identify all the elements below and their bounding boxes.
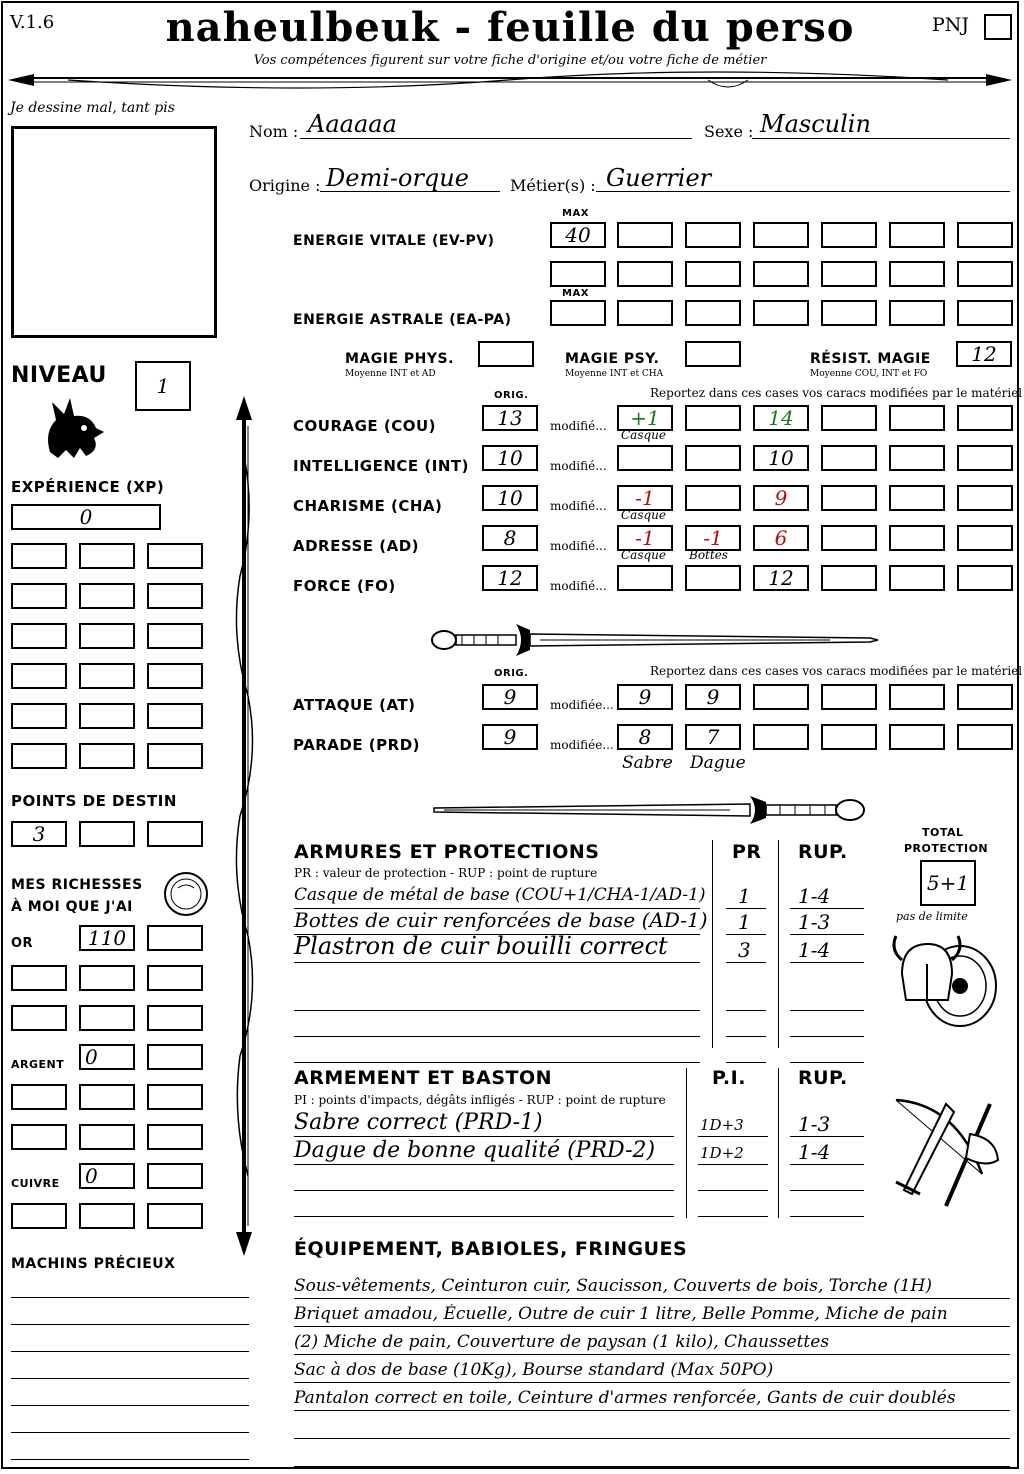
carac-mod-box[interactable] xyxy=(685,565,741,591)
metier-value[interactable]: Guerrier xyxy=(606,164,712,192)
precieux-line[interactable] xyxy=(11,1432,249,1433)
portrait-caption: Je dessine mal, tant pis xyxy=(10,100,175,116)
combat-label: PARADE (PRD) xyxy=(293,736,421,754)
resist-magie-sub: Moyenne COU, INT et FO xyxy=(810,369,928,379)
precieux-line[interactable] xyxy=(11,1405,249,1406)
resist-magie-label: RÉSIST. MAGIE xyxy=(810,351,931,367)
cuivre-cell[interactable] xyxy=(79,1203,135,1229)
or-cell[interactable] xyxy=(79,965,135,991)
combat-note: Reportez dans ces cases vos caracs modifiées par le matériel xyxy=(650,664,1023,678)
combat-modifie-label: modifiée... xyxy=(550,738,614,752)
armement-sub: PI : points d'impacts, dégâts infligés - RUP : point de rupture xyxy=(294,1093,666,1107)
armure-pr-line xyxy=(726,908,766,909)
ev-box[interactable] xyxy=(957,222,1013,248)
armure-pr-line xyxy=(726,1062,766,1063)
total-label-2: PROTECTION xyxy=(904,842,989,855)
xp-cell[interactable] xyxy=(11,583,67,609)
armure-name[interactable]: Bottes de cuir renforcées de base (AD-1) xyxy=(294,908,708,932)
ea-max-label: MAX xyxy=(562,288,589,299)
combat-orig-box[interactable]: 9 xyxy=(482,724,538,750)
equipement-line xyxy=(294,1354,1010,1355)
carac-mod-box[interactable] xyxy=(957,565,1013,591)
armure-rup-line xyxy=(790,934,864,935)
ev-box[interactable] xyxy=(957,261,1013,287)
xp-cell[interactable] xyxy=(79,623,135,649)
xp-cell[interactable] xyxy=(11,703,67,729)
carac-orig-box[interactable]: 13 xyxy=(482,405,538,431)
equipement-item[interactable]: Pantalon correct en toile, Ceinture d'armes renforcée, Gants de cuir doublés xyxy=(294,1388,956,1408)
xp-cell[interactable] xyxy=(79,663,135,689)
armement-pi-head: P.I. xyxy=(712,1067,746,1089)
combat-mod-box[interactable]: 8 xyxy=(617,724,673,750)
sword-icon-2 xyxy=(430,790,880,830)
cuivre-cell[interactable] xyxy=(147,1163,203,1189)
or-cell[interactable] xyxy=(147,1005,203,1031)
armure-rup[interactable]: 1-4 xyxy=(798,938,831,962)
armures-pr-head: PR xyxy=(732,841,762,863)
carac-label: COURAGE (COU) xyxy=(293,417,437,435)
equipement-line xyxy=(294,1298,1010,1299)
or-cell[interactable] xyxy=(79,1005,135,1031)
armures-sub: PR : valeur de protection - RUP : point de rupture xyxy=(294,866,598,880)
carac-label: INTELLIGENCE (INT) xyxy=(293,457,469,475)
arme-pi[interactable]: 1D+3 xyxy=(700,1116,744,1134)
equipement-item[interactable]: (2) Miche de pain, Couverture de paysan (1 kilo), Chaussettes xyxy=(294,1332,830,1352)
carac-mod-box[interactable] xyxy=(889,445,945,471)
carac-orig-box[interactable]: 12 xyxy=(482,565,538,591)
ea-box[interactable] xyxy=(889,300,945,326)
carac-mod-box[interactable] xyxy=(617,565,673,591)
arme-line xyxy=(294,1216,674,1217)
combat-mod-box[interactable] xyxy=(957,724,1013,750)
or-box[interactable]: 110 xyxy=(79,925,135,951)
argent-cell[interactable] xyxy=(11,1124,67,1150)
ev-box[interactable] xyxy=(685,261,741,287)
carac-mod-box[interactable] xyxy=(821,565,877,591)
origine-value[interactable]: Demi-orque xyxy=(326,164,469,192)
combat-orig-box[interactable]: 9 xyxy=(482,684,538,710)
nom-label: Nom : xyxy=(249,122,299,141)
carac-orig-box[interactable]: 8 xyxy=(482,525,538,551)
ev-box[interactable] xyxy=(550,261,606,287)
equipement-line xyxy=(294,1438,1010,1439)
destin-box-3[interactable] xyxy=(147,821,203,847)
carac-modifie-label: modifié... xyxy=(550,539,607,553)
carac-orig-box[interactable]: 10 xyxy=(482,485,538,511)
carac-orig-box[interactable]: 10 xyxy=(482,445,538,471)
xp-cell[interactable] xyxy=(147,743,203,769)
carac-mod-box[interactable]: -1 xyxy=(685,525,741,551)
armure-rup-line xyxy=(790,908,864,909)
combat-mod-box[interactable]: 9 xyxy=(617,684,673,710)
arme-line xyxy=(294,1136,674,1137)
xp-cell[interactable] xyxy=(147,623,203,649)
xp-label: EXPÉRIENCE (XP) xyxy=(11,478,165,496)
weapon-note-2: Dague xyxy=(690,753,746,773)
carac-mod-box[interactable] xyxy=(685,485,741,511)
arme-pi-line xyxy=(698,1190,768,1191)
carac-mod-box[interactable] xyxy=(821,485,877,511)
sword-icon xyxy=(430,620,880,660)
carac-mod-box[interactable] xyxy=(821,445,877,471)
ea-box[interactable] xyxy=(617,300,673,326)
argent-cell[interactable] xyxy=(147,1124,203,1150)
ev-box[interactable] xyxy=(889,222,945,248)
armure-line xyxy=(294,1036,700,1037)
arme-line xyxy=(294,1190,674,1191)
combat-mod-box[interactable] xyxy=(821,724,877,750)
arme-rup[interactable]: 1-3 xyxy=(798,1112,831,1136)
xp-cell[interactable] xyxy=(147,703,203,729)
precieux-line[interactable] xyxy=(11,1351,249,1352)
ev-box[interactable] xyxy=(617,222,673,248)
pnj-label: PNJ xyxy=(932,14,970,36)
or-cell[interactable] xyxy=(11,1005,67,1031)
carac-mod-box[interactable]: 14 xyxy=(753,405,809,431)
xp-box[interactable]: 0 xyxy=(11,504,161,530)
argent-cell[interactable] xyxy=(11,1084,67,1110)
ea-box[interactable] xyxy=(753,300,809,326)
armure-pr-line xyxy=(726,962,766,963)
arme-rup-line xyxy=(790,1136,864,1137)
armure-pr-line xyxy=(726,1010,766,1011)
richesses-label-2: À MOI QUE J'AI xyxy=(11,899,133,915)
arme-pi-line xyxy=(698,1164,768,1165)
ea-label: ENERGIE ASTRALE (EA-PA) xyxy=(293,312,512,328)
portrait-box[interactable] xyxy=(11,126,217,338)
ev-label: ENERGIE VITALE (EV-PV) xyxy=(293,233,495,249)
armures-rup-head: RUP. xyxy=(798,841,848,863)
argent-cell[interactable] xyxy=(79,1084,135,1110)
carac-modifie-label: modifié... xyxy=(550,419,607,433)
xp-cell[interactable] xyxy=(11,623,67,649)
sexe-value[interactable]: Masculin xyxy=(760,110,871,138)
carac-modifie-label: modifié... xyxy=(550,459,607,473)
ea-box[interactable] xyxy=(957,300,1013,326)
combat-mod-box[interactable] xyxy=(889,724,945,750)
precieux-line[interactable] xyxy=(11,1297,249,1298)
combat-label: ATTAQUE (AT) xyxy=(293,696,416,714)
ev-box[interactable] xyxy=(685,222,741,248)
carac-mod-box[interactable]: +1 xyxy=(617,405,673,431)
xp-cell[interactable] xyxy=(79,543,135,569)
metier-label: Métier(s) : xyxy=(510,176,596,195)
argent-cell[interactable] xyxy=(147,1084,203,1110)
xp-cell[interactable] xyxy=(79,583,135,609)
armure-line xyxy=(294,1010,700,1011)
equipement-title: ÉQUIPEMENT, BABIOLES, FRINGUES xyxy=(294,1238,688,1260)
or-cell[interactable] xyxy=(147,965,203,991)
xp-cell[interactable] xyxy=(147,583,203,609)
carac-mod-note: Casque xyxy=(621,508,667,522)
ea-max-box[interactable] xyxy=(550,300,606,326)
sheet-title: naheulbeuk - feuille du perso xyxy=(165,4,855,51)
precieux-line[interactable] xyxy=(11,1324,249,1325)
staff-icon xyxy=(226,396,262,1256)
precieux-label: MACHINS PRÉCIEUX xyxy=(11,1256,176,1272)
weapon-note-1: Sabre xyxy=(622,753,673,773)
equipement-line xyxy=(294,1466,1010,1467)
arme-line xyxy=(294,1164,674,1165)
carac-label: CHARISME (CHA) xyxy=(293,497,443,515)
destin-label: POINTS DE DESTIN xyxy=(11,792,177,810)
ev-max-label: MAX xyxy=(562,208,589,219)
precieux-line[interactable] xyxy=(11,1459,249,1460)
carac-mod-box[interactable]: -1 xyxy=(617,485,673,511)
pnj-checkbox[interactable] xyxy=(984,14,1012,40)
argent-label: ARGENT xyxy=(11,1058,65,1071)
ev-max-box[interactable]: 40 xyxy=(550,222,606,248)
coin-icon xyxy=(162,870,210,918)
or-cell[interactable] xyxy=(11,965,67,991)
combat-mod-box[interactable]: 9 xyxy=(685,684,741,710)
combat-orig-label: ORIG. xyxy=(494,668,529,679)
argent-box[interactable]: 0 xyxy=(79,1044,135,1070)
combat-mod-box[interactable] xyxy=(889,684,945,710)
armement-rup-head: RUP. xyxy=(798,1067,848,1089)
ev-box[interactable] xyxy=(821,261,877,287)
xp-cell[interactable] xyxy=(11,543,67,569)
ea-box[interactable] xyxy=(821,300,877,326)
carac-mod-note: Casque xyxy=(621,548,667,562)
armure-pr-line xyxy=(726,934,766,935)
xp-cell[interactable] xyxy=(11,743,67,769)
carac-mod-box[interactable] xyxy=(889,565,945,591)
cuivre-cell[interactable] xyxy=(11,1203,67,1229)
destin-box-2[interactable] xyxy=(79,821,135,847)
armure-rup-line xyxy=(790,1010,864,1011)
armure-rup[interactable]: 1-4 xyxy=(798,884,831,908)
carac-label: FORCE (FO) xyxy=(293,577,396,595)
arme-name[interactable]: Sabre correct (PRD-1) xyxy=(294,1110,543,1135)
armure-pr[interactable]: 1 xyxy=(738,910,751,934)
xp-cell[interactable] xyxy=(147,543,203,569)
carac-mod-box[interactable] xyxy=(889,525,945,551)
armure-pr[interactable]: 1 xyxy=(738,884,751,908)
origine-label: Origine : xyxy=(249,176,321,195)
ea-box[interactable] xyxy=(685,300,741,326)
ev-box[interactable] xyxy=(889,261,945,287)
carac-mod-box[interactable] xyxy=(957,405,1013,431)
carac-mod-box[interactable] xyxy=(821,525,877,551)
combat-mod-box[interactable]: 7 xyxy=(685,724,741,750)
caracs-note: Reportez dans ces cases vos caracs modifiées par le matériel xyxy=(650,386,1023,400)
carac-mod-box[interactable] xyxy=(957,445,1013,471)
combat-modifie-label: modifiée... xyxy=(550,698,614,712)
richesses-label-1: MES RICHESSES xyxy=(11,877,143,893)
armure-line xyxy=(294,1062,700,1063)
or-cell[interactable] xyxy=(147,925,203,951)
combat-mod-box[interactable] xyxy=(753,724,809,750)
xp-cell[interactable] xyxy=(147,663,203,689)
carac-mod-box[interactable] xyxy=(821,405,877,431)
carac-mod-box[interactable] xyxy=(617,445,673,471)
arme-pi[interactable]: 1D+2 xyxy=(700,1144,744,1162)
magie-phys-box[interactable] xyxy=(478,341,534,367)
ev-box[interactable] xyxy=(617,261,673,287)
ev-box[interactable] xyxy=(753,261,809,287)
carac-modifie-label: modifié... xyxy=(550,499,607,513)
magie-psy-label: MAGIE PSY. xyxy=(565,351,660,367)
magie-phys-sub: Moyenne INT et AD xyxy=(345,369,436,379)
combat-mod-box[interactable] xyxy=(957,684,1013,710)
cuivre-label: CUIVRE xyxy=(11,1177,60,1190)
arme-rup-line xyxy=(790,1216,864,1217)
total-limit: pas de limite xyxy=(896,910,968,923)
carac-label: ADRESSE (AD) xyxy=(293,537,420,555)
arme-rup-line xyxy=(790,1190,864,1191)
xp-cell[interactable] xyxy=(11,663,67,689)
armure-rup-line xyxy=(790,1062,864,1063)
ev-box[interactable] xyxy=(821,222,877,248)
destin-box-1[interactable]: 3 xyxy=(11,821,67,847)
carac-mod-box[interactable] xyxy=(685,445,741,471)
weapons-icon xyxy=(886,1094,1006,1214)
carac-mod-box[interactable] xyxy=(889,485,945,511)
arme-rup[interactable]: 1-4 xyxy=(798,1140,831,1164)
armure-name[interactable]: Plastron de cuir bouilli correct xyxy=(294,932,668,960)
armure-name[interactable]: Casque de métal de base (COU+1/CHA-1/AD-1) xyxy=(294,885,706,905)
carac-mod-box[interactable]: 6 xyxy=(753,525,809,551)
sheet-subtitle: Vos compétences figurent sur votre fiche d'origine et/ou votre fiche de métier xyxy=(253,53,767,68)
armure-pr[interactable]: 3 xyxy=(738,938,751,962)
xp-cell[interactable] xyxy=(79,703,135,729)
argent-cell[interactable] xyxy=(79,1124,135,1150)
armure-rup-line xyxy=(790,962,864,963)
equipement-line xyxy=(294,1382,1010,1383)
magie-psy-sub: Moyenne INT et CHA xyxy=(565,369,664,379)
carac-mod-box[interactable]: -1 xyxy=(617,525,673,551)
helmet-shield-icon xyxy=(888,930,1000,1030)
sexe-label: Sexe : xyxy=(704,122,754,141)
combat-mod-box[interactable] xyxy=(821,684,877,710)
combat-mod-box[interactable] xyxy=(753,684,809,710)
arme-pi-line xyxy=(698,1216,768,1217)
xp-cell[interactable] xyxy=(79,743,135,769)
spear-divider-icon xyxy=(8,66,1012,96)
carac-mod-box[interactable] xyxy=(889,405,945,431)
equipement-line xyxy=(294,1326,1010,1327)
argent-cell[interactable] xyxy=(147,1044,203,1070)
cuivre-cell[interactable] xyxy=(147,1203,203,1229)
niveau-box[interactable]: 1 xyxy=(135,361,191,411)
carac-mod-box[interactable]: 9 xyxy=(753,485,809,511)
armure-rup-line xyxy=(790,1036,864,1037)
magie-phys-label: MAGIE PHYS. xyxy=(345,351,454,367)
equipement-line xyxy=(294,1410,1010,1411)
armement-title: ARMEMENT ET BASTON xyxy=(294,1067,553,1089)
carac-mod-note: Bottes xyxy=(689,548,728,562)
carac-mod-box[interactable] xyxy=(957,525,1013,551)
equipement-item[interactable]: Sac à dos de base (10Kg), Bourse standard (Max 50PO) xyxy=(294,1360,774,1380)
ev-box[interactable] xyxy=(753,222,809,248)
carac-modifie-label: modifié... xyxy=(550,579,607,593)
equipement-item[interactable]: Sous-vêtements, Ceinturon cuir, Saucisson, Couverts de bois, Torche (1H) xyxy=(294,1276,932,1296)
carac-mod-box[interactable]: 10 xyxy=(753,445,809,471)
equipement-item[interactable]: Briquet amadou, Écuelle, Outre de cuir 1 litre, Belle Pomme, Miche de pain xyxy=(294,1304,948,1324)
niveau-label: NIVEAU xyxy=(11,363,107,388)
arme-rup-line xyxy=(790,1164,864,1165)
carac-mod-note: Casque xyxy=(621,428,667,442)
resist-magie-box[interactable]: 12 xyxy=(956,341,1012,367)
or-label: OR xyxy=(11,936,34,951)
armure-rup[interactable]: 1-3 xyxy=(798,910,831,934)
precieux-line[interactable] xyxy=(11,1378,249,1379)
carac-mod-box[interactable]: 12 xyxy=(753,565,809,591)
cuivre-box[interactable]: 0 xyxy=(79,1163,135,1189)
caracs-orig-label: ORIG. xyxy=(494,390,529,401)
version-label: V.1.6 xyxy=(10,12,55,33)
total-protection-box[interactable]: 5+1 xyxy=(920,860,976,906)
total-label-1: TOTAL xyxy=(922,826,964,839)
nom-value[interactable]: Aaaaaa xyxy=(308,110,397,138)
carac-mod-box[interactable] xyxy=(957,485,1013,511)
armure-line xyxy=(294,962,700,963)
dragon-icon xyxy=(40,392,106,462)
armure-pr-line xyxy=(726,1036,766,1037)
carac-mod-box[interactable] xyxy=(685,405,741,431)
magie-psy-box[interactable] xyxy=(685,341,741,367)
arme-pi-line xyxy=(698,1136,768,1137)
armures-title: ARMURES ET PROTECTIONS xyxy=(294,841,600,863)
arme-name[interactable]: Dague de bonne qualité (PRD-2) xyxy=(294,1138,656,1163)
